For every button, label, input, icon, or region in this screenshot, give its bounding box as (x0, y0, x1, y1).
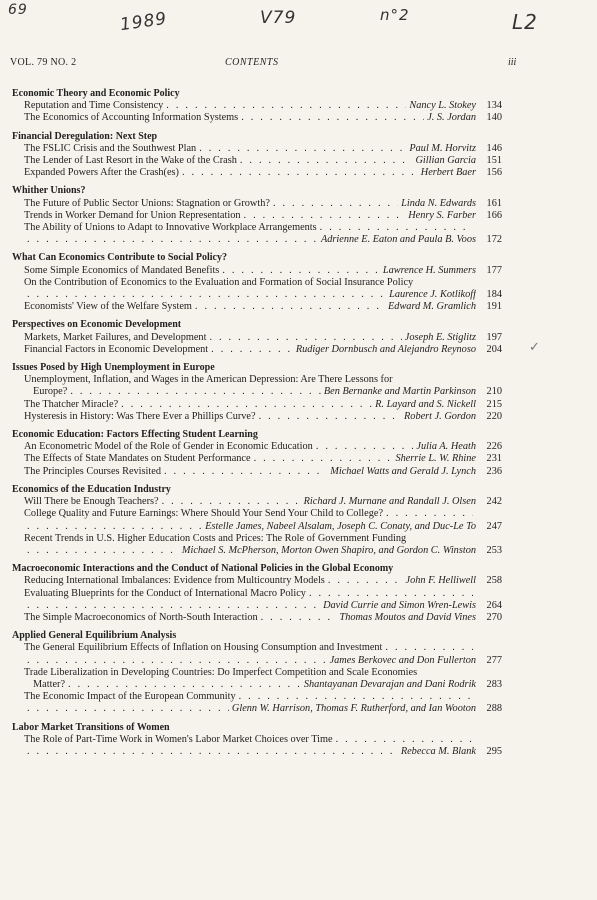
leader-dots (273, 198, 398, 210)
toc-entry[interactable] (10, 642, 502, 666)
article-title: Expanded Powers After the Crash(es) (24, 167, 179, 179)
article-author: Linda N. Edwards (401, 197, 476, 209)
toc-entry[interactable] (10, 533, 502, 557)
article-author: Joseph E. Stiglitz (404, 331, 476, 343)
article-title: Europe? (33, 386, 68, 398)
article-author: Julia A. Heath (416, 441, 476, 453)
toc-section (10, 88, 502, 125)
entry-page-number: 177 (486, 264, 502, 276)
article-author: Laurence J. Kotlikoff (389, 289, 476, 301)
section-title: Labor Market Transitions of Women (12, 721, 170, 733)
entry-line (24, 466, 476, 478)
article-title: The Economic Impact of the European Community (24, 691, 236, 703)
leader-dots (239, 691, 473, 703)
article-author: Sherrie L. W. Rhine (395, 453, 476, 465)
entry-line (24, 265, 476, 277)
leader-dots (27, 600, 320, 612)
leader-dots (27, 655, 327, 667)
entry-line (24, 734, 476, 746)
toc-section (10, 131, 502, 180)
article-title: The Principles Courses Revisited (24, 465, 161, 477)
entry-line (24, 533, 476, 545)
entry-line (24, 746, 476, 758)
page-number: iii (508, 57, 517, 68)
toc-entry[interactable] (10, 167, 502, 179)
entry-page-number: 215 (486, 398, 502, 410)
entry-line (24, 155, 476, 167)
entry-line (24, 612, 476, 624)
page-title: CONTENTS (225, 57, 279, 68)
article-author: Nancy L. Stokey (409, 100, 476, 112)
entry-line (24, 277, 476, 289)
article-title: Evaluating Blueprints for the Conduct of International Macro Policy (24, 587, 306, 599)
article-author: Lawrence H. Summers (382, 264, 476, 276)
leader-dots (261, 612, 337, 624)
article-title: The General Equilibrium Effects of Inflation on Housing Consumption and Investment (24, 642, 383, 654)
entry-line (24, 399, 476, 411)
article-title: Some Simple Economics of Mandated Benefits (24, 264, 220, 276)
entry-page-number: 210 (486, 386, 502, 398)
leader-dots (195, 301, 385, 313)
entry-line (24, 679, 476, 691)
entry-page-number: 166 (486, 209, 502, 221)
toc-entry[interactable] (10, 612, 502, 624)
leader-dots (199, 143, 406, 155)
entry-page-number: 220 (486, 410, 502, 422)
entry-page-number: 253 (486, 544, 502, 556)
entry-line (24, 374, 476, 386)
leader-dots (240, 155, 413, 167)
toc-entry[interactable] (10, 453, 502, 465)
section-title: Applied General Equilibrium Analysis (12, 630, 177, 642)
entry-page-number: 236 (486, 465, 502, 477)
entry-page-number: 140 (486, 112, 502, 124)
volume-label: VOL. 79 NO. 2 (10, 57, 77, 68)
article-title: On the Contribution of Economics to the Evaluation and Formation of Social Insurance Policy (24, 276, 414, 288)
entry-page-number: 172 (486, 234, 502, 246)
entry-line (24, 386, 476, 398)
entry-page-number: 134 (486, 100, 502, 112)
toc-entry[interactable] (10, 441, 502, 453)
entry-page-number: 191 (486, 301, 502, 313)
leader-dots (121, 399, 372, 411)
article-author: Michael Watts and Gerald J. Lynch (330, 465, 476, 477)
toc-entry[interactable] (10, 466, 502, 478)
leader-dots (320, 222, 473, 234)
entry-page-number: 151 (486, 155, 502, 167)
toc-entry[interactable] (10, 411, 502, 423)
article-title: The Economics of Accounting Information Systems (24, 112, 239, 124)
article-title: Matter? (33, 678, 66, 690)
article-title: The FSLIC Crisis and the Southwest Plan (24, 142, 197, 154)
leader-dots (386, 508, 473, 520)
article-title: Hysteresis in History: Was There Ever a Phillips Curve? (24, 410, 256, 422)
entry-line (24, 112, 476, 124)
article-title: The Simple Macroeconomics of North-South Interaction (24, 611, 258, 623)
section-title: Financial Deregulation: Next Step (12, 130, 158, 142)
entry-page-number: 270 (486, 611, 502, 623)
article-title: Reputation and Time Consistency (24, 100, 164, 112)
section-title: Economic Education: Factors Effecting Student Learning (12, 429, 258, 441)
entry-line (24, 344, 476, 356)
entry-line (24, 411, 476, 423)
article-title: Trade Liberalization in Developing Countries: Do Imperfect Competition and Scale Economies (24, 666, 418, 678)
toc-section (10, 722, 502, 759)
entry-page-number: 204 (486, 343, 502, 355)
leader-dots (254, 453, 393, 465)
leader-dots (244, 210, 406, 222)
entry-line (24, 545, 476, 557)
article-author: Henry S. Farber (408, 209, 476, 221)
toc-entry[interactable] (10, 691, 502, 715)
toc-entry[interactable] (10, 222, 502, 246)
toc-entry[interactable] (10, 198, 502, 210)
toc-entry[interactable] (10, 734, 502, 758)
toc-entry[interactable] (10, 210, 502, 222)
article-author: Ben Bernanke and Martin Parkinson (323, 386, 476, 398)
article-author: John F. Helliwell (405, 575, 476, 587)
handwritten-mark-year: 1989 (118, 8, 169, 36)
article-author: Robert J. Gordon (404, 410, 476, 422)
entry-page-number: 295 (486, 745, 502, 757)
article-author: R. Layard and S. Nickell (375, 398, 476, 410)
entry-page-number: 258 (486, 575, 502, 587)
article-author: Rudiger Dornbusch and Alejandro Reynoso (295, 343, 476, 355)
leader-dots (27, 746, 398, 758)
toc-entry[interactable] (10, 332, 502, 344)
entry-line (24, 441, 476, 453)
toc-section (10, 185, 502, 246)
toc-section (10, 252, 502, 313)
leader-dots (182, 167, 418, 179)
entry-line (24, 100, 476, 112)
leader-dots (164, 466, 327, 478)
article-author: Edward M. Gramlich (388, 301, 476, 313)
leader-dots (385, 642, 473, 654)
toc-entry[interactable] (10, 667, 502, 691)
article-title: The Effects of State Mandates on Student Performance (24, 453, 251, 465)
entry-line (24, 143, 476, 155)
section-title: Economics of the Education Industry (12, 483, 171, 495)
leader-dots (27, 545, 179, 557)
leader-dots (241, 112, 424, 124)
toc-section (10, 630, 502, 715)
toc-entry[interactable] (10, 112, 502, 124)
entry-page-number: 226 (486, 441, 502, 453)
leader-dots (209, 332, 401, 344)
entry-line (24, 575, 476, 587)
toc-section (10, 429, 502, 478)
handwritten-mark-issue: n°2 (380, 6, 410, 24)
entry-line (24, 703, 476, 715)
entry-line (24, 198, 476, 210)
section-title: Issues Posed by High Unemployment in Europe (12, 362, 215, 374)
entry-line (24, 496, 476, 508)
toc-section (10, 319, 502, 356)
article-title: Unemployment, Inflation, and Wages in the American Depression: Are There Lessons for (24, 374, 393, 386)
article-title: The Ability of Unions to Adapt to Innovative Workplace Arrangements (24, 222, 317, 234)
article-author: Thomas Moutos and David Vines (339, 611, 476, 623)
pencil-check-mark: ✓ (529, 340, 540, 355)
toc-entry[interactable] (10, 155, 502, 167)
article-title: Will There be Enough Teachers? (24, 496, 159, 508)
entry-line (24, 289, 476, 301)
entry-line (24, 222, 476, 234)
toc-section (10, 563, 502, 624)
article-title: The Role of Part-Time Work in Women's Labor Market Choices over Time (24, 733, 333, 745)
article-author: Rebecca M. Blank (400, 745, 476, 757)
toc-entry[interactable] (10, 265, 502, 277)
entry-line (24, 167, 476, 179)
leader-dots (166, 100, 406, 112)
section-title: Perspectives on Economic Development (12, 319, 182, 331)
entry-page-number: 283 (486, 678, 502, 690)
article-author: J. S. Jordan (427, 112, 476, 124)
entry-page-number: 264 (486, 599, 502, 611)
leader-dots (211, 344, 293, 356)
entry-line (24, 600, 476, 612)
article-title: The Future of Public Sector Unions: Stagnation or Growth? (24, 197, 270, 209)
leader-dots (316, 441, 414, 453)
handwritten-mark-number: 69 (8, 2, 28, 18)
article-title: Financial Factors in Economic Development (24, 343, 209, 355)
article-title: Trends in Worker Demand for Union Representation (24, 209, 241, 221)
entry-line (24, 691, 476, 703)
article-author: Michael S. McPherson, Morton Owen Shapiro, and Gordon C. Winston (181, 544, 476, 556)
entry-page-number: 146 (486, 142, 502, 154)
entry-page-number: 156 (486, 167, 502, 179)
leader-dots (328, 575, 403, 587)
entry-page-number: 277 (486, 654, 502, 666)
article-title: The Lender of Last Resort in the Wake of the Crash (24, 155, 237, 167)
handwritten-mark-volume: V79 (260, 8, 297, 28)
leader-dots (309, 588, 473, 600)
entry-page-number: 247 (486, 520, 502, 532)
section-title: Economic Theory and Economic Policy (12, 88, 180, 99)
entry-line (24, 508, 476, 520)
article-author: Richard J. Murnane and Randall J. Olsen (303, 496, 476, 508)
section-title: Whither Unions? (12, 185, 86, 197)
leader-dots (68, 679, 301, 691)
toc-entry[interactable] (10, 399, 502, 411)
toc-entry[interactable] (10, 100, 502, 112)
article-author: Estelle James, Nabeel Alsalam, Joseph C. Conaty, and Duc-Le To (205, 520, 476, 532)
article-author: James Berkovec and Don Fullerton (329, 654, 476, 666)
entry-line (24, 301, 476, 313)
toc-entry[interactable] (10, 588, 502, 612)
leader-dots (27, 703, 229, 715)
article-author: David Currie and Simon Wren-Lewis (323, 599, 476, 611)
entry-line (24, 521, 476, 533)
handwritten-mark-code: L2 (512, 10, 538, 34)
article-author: Shantayanan Devarajan and Dani Rodrik (303, 678, 476, 690)
toc-entry[interactable] (10, 143, 502, 155)
leader-dots (27, 234, 318, 246)
leader-dots (259, 411, 401, 423)
article-title: Economists' View of the Welfare System (24, 301, 192, 313)
entry-page-number: 288 (486, 703, 502, 715)
section-title: Macroeconomic Interactions and the Conduct of National Policies in the Global Economy (12, 563, 394, 575)
toc-entry[interactable] (10, 496, 502, 508)
entry-line (24, 332, 476, 344)
leader-dots (222, 265, 380, 277)
toc-section (10, 362, 502, 423)
entry-line (24, 234, 476, 246)
leader-dots (27, 521, 202, 533)
entry-line (24, 655, 476, 667)
leader-dots (70, 386, 321, 398)
section-title: What Can Economics Contribute to Social Policy? (12, 252, 227, 264)
article-title: Recent Trends in U.S. Higher Education Costs and Prices: The Role of Government Funding (24, 532, 407, 544)
entry-page-number: 184 (486, 289, 502, 301)
toc-entry[interactable] (10, 277, 502, 301)
toc-entry[interactable] (10, 374, 502, 398)
toc-entry[interactable] (10, 575, 502, 587)
article-author: Glenn W. Harrison, Thomas F. Rutherford, and Ian Wooton (231, 703, 476, 715)
article-author: Paul M. Horvitz (409, 142, 476, 154)
entry-line (24, 642, 476, 654)
entry-line (24, 453, 476, 465)
entry-line (24, 210, 476, 222)
entry-page-number: 161 (486, 197, 502, 209)
article-title: Reducing International Imbalances: Evidence from Multicountry Models (24, 575, 325, 587)
table-of-contents (10, 88, 502, 764)
entry-line (24, 667, 476, 679)
article-author: Gillian Garcia (415, 155, 476, 167)
article-title: An Econometric Model of the Role of Gender in Economic Education (24, 441, 313, 453)
leader-dots (27, 289, 386, 301)
entry-page-number: 197 (486, 331, 502, 343)
leader-dots (162, 496, 301, 508)
entry-page-number: 231 (486, 453, 502, 465)
article-author: Adrienne E. Eaton and Paula B. Voos (320, 234, 476, 246)
article-title: The Thatcher Miracle? (24, 398, 119, 410)
toc-entry[interactable] (10, 344, 502, 356)
entry-page-number: 242 (486, 496, 502, 508)
article-title: College Quality and Future Earnings: Where Should Your Send Your Child to College? (24, 508, 384, 520)
toc-section (10, 484, 502, 557)
toc-entry[interactable] (10, 508, 502, 532)
article-author: Herbert Baer (420, 167, 476, 179)
toc-entry[interactable] (10, 301, 502, 313)
leader-dots (336, 734, 473, 746)
entry-line (24, 588, 476, 600)
article-title: Markets, Market Failures, and Development (24, 331, 207, 343)
